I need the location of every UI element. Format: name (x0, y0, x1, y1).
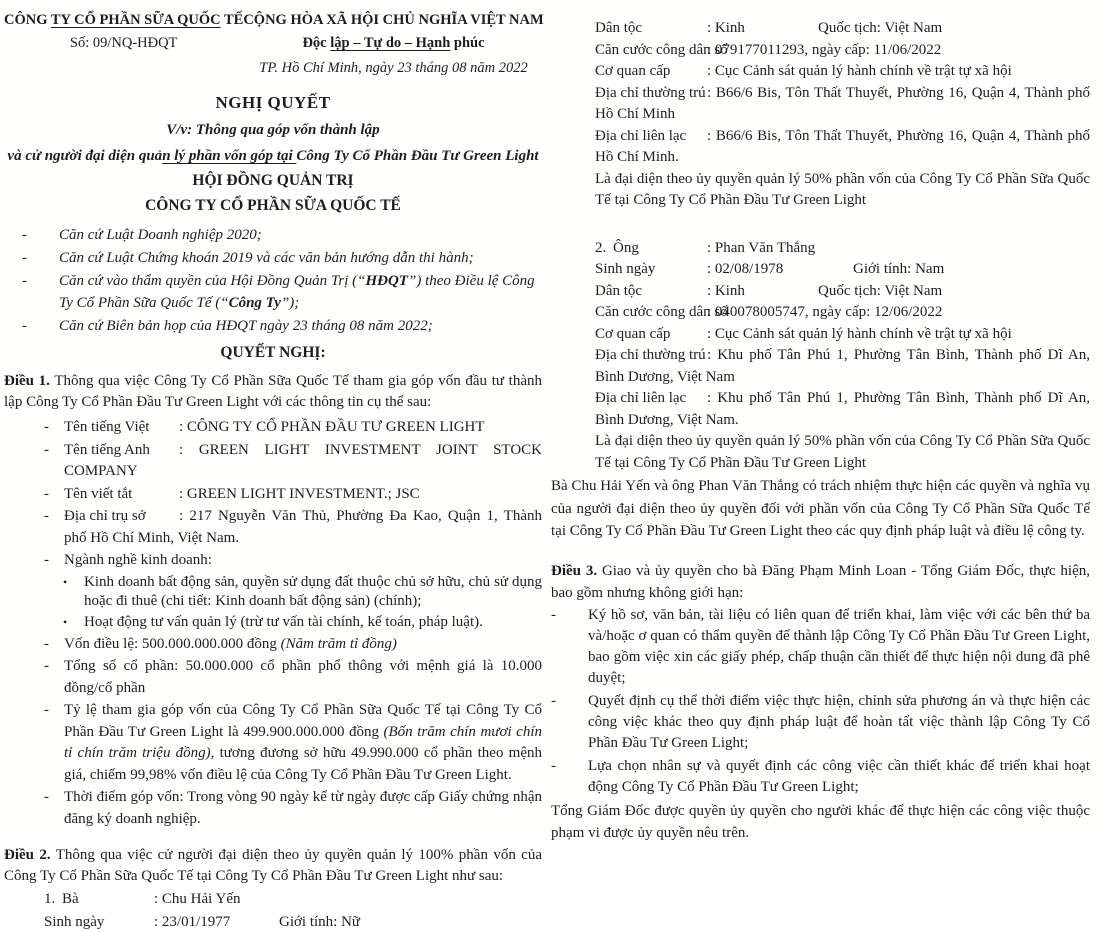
person-2-issuer-row: Cơ quan cấp : Cục Cảnh sát quản lý hành chính về trật tự xã hội (595, 325, 1012, 342)
document-number: Số: 09/NQ-HĐQT (69, 35, 178, 51)
resolve-heading: QUYẾT NGHỊ: (220, 344, 326, 361)
dash-marker: - (22, 318, 27, 334)
subject-line-2: và cử người đại diện quản lý phần vốn góp tại Công Ty Cổ Phần Đầu Tư Green Light (7, 148, 539, 164)
field-thoi-diem-gop-von: - Thời điểm góp vốn: Trong vòng 90 ngày kể từ ngày được cấp Giấy chứng nhận đăng ký doanh nghiệp. (44, 787, 542, 830)
person-1-id-row: Căn cước công dân số: 079177011293, ngày cấp: 11/06/2022 (595, 41, 942, 58)
bullet-marker: • (63, 614, 68, 629)
subject-line-1: V/v: Thông qua góp vốn thành lập (166, 122, 380, 138)
national-motto: Độc lập – Tự do – Hạnh phúc (302, 35, 485, 51)
recital-item-4: - Căn cứ Biên bản họp của HĐQT ngày 23 tháng 08 năm 2022; (22, 315, 542, 337)
field-nganh-nghe: - Ngành nghề kinh doanh: (44, 550, 542, 572)
article-3-paragraph: Điều 3. Giao và ủy quyền cho bà Đăng Phạm Minh Loan - Tổng Giám Đốc, thực hiện, bao gồm nhưng không giới hạn: (551, 562, 1090, 601)
dash-marker: - (551, 757, 556, 774)
issuing-company-block (4, 12, 243, 77)
person-2-permanent-address-row: Địa chỉ thường trú: Khu phố Tân Phú 1, Phường Tân Bình, Thành phố Dĩ An, Bình Dương, Việt Nam (595, 347, 1090, 385)
dash-marker: - (44, 702, 49, 718)
article-2-paragraph: Điều 2. Thông qua việc cử người đại diện theo ủy quyền quản lý 100% phần vốn của Công Ty Cổ Phần Sữa Quốc Tế tại Công Ty Cổ Phần Đầu Tư Green Light như sau: (4, 847, 542, 884)
recital-item-1: - Căn cứ Luật Doanh nghiệp 2020; (22, 224, 542, 246)
field-ty-le-gop-von: - Tỷ lệ tham gia góp vốn của Công Ty Cổ Phần Sữa Quốc Tế tại Công Ty Cổ Phần Đầu Tư Green Light là 499.900.000.000 đồng (Bốn trăm chín mươi chín tỉ chín trăm triệu đồng), tương đương sở hữu 49.990.000 cổ phần theo mệnh giá, chiếm 99,98% vốn điều lệ của Công Ty Cổ Phần Đầu Tư Green Light. (44, 700, 542, 786)
dash-marker: - (551, 606, 556, 623)
field-tong-so-co-phan: - Tổng số cổ phần: 50.000.000 cổ phần phổ thông với mệnh giá là 10.000 đồng/cổ phần (44, 656, 542, 699)
closing-paragraph: Tổng Giám Đốc được quyền ủy quyền cho người khác để thực hiện các công việc thuộc phạm vi được ủy quyền nêu trên. (551, 802, 1090, 841)
article-3-label: Điều 3. (551, 562, 598, 579)
bullet-marker: • (63, 574, 68, 589)
person-1-representation-note: Là đại diện theo ủy quyền quản lý 50% phần vốn của Công Ty Cổ Phần Sữa Quốc Tế tại Công Ty Cổ Phần Đầu Tư Green Light (595, 170, 1090, 208)
business-line-item-2: • Hoạt động tư vấn quản lý (trừ tư vấn tài chính, kế toán, pháp luật). (63, 613, 483, 630)
dash-marker: - (22, 227, 27, 243)
article-1-label: Điều 1. (4, 373, 50, 389)
article-3-task-2: - Quyết định cụ thể thời điểm việc thực hiện, chỉnh sửa phương án và thực hiện các công việc khác theo quy định pháp luật để hoàn tất việc thành lập Công Ty Cổ Phần Đầu Tư Green Light; (551, 691, 1090, 754)
field-ten-tieng-viet: - Tên tiếng Việt : CÔNG TY CỔ PHẦN ĐẦU TƯ GREEN LIGHT (44, 417, 542, 439)
republic-title: CỘNG HÒA XÃ HỘI CHỦ NGHĨA VIỆT NAM (243, 12, 544, 28)
article-2-label: Điều 2. (4, 847, 51, 863)
field-ten-viet-tat: - Tên viết tắt : GREEN LIGHT INVESTMENT.; JSC (44, 484, 542, 506)
document-title: NGHỊ QUYẾT (215, 93, 331, 112)
person-2-name-row: 2. Ông : Phan Văn Thắng (595, 239, 816, 256)
article-1-fields (4, 417, 542, 830)
person-2-representation-note: Là đại diện theo ủy quyền quản lý 50% phần vốn của Công Ty Cổ Phần Sữa Quốc Tế tại Công Ty Cổ Phần Đầu Tư Green Light (595, 433, 1090, 471)
dash-marker: - (44, 508, 49, 524)
national-header-block (243, 12, 543, 77)
dash-marker: - (44, 658, 49, 674)
spacer (551, 212, 1090, 238)
page-column-left (0, 0, 548, 933)
dash-marker: - (551, 692, 556, 709)
person-1-ethnicity-row: Dân tộc : Kinh Quốc tịch: Việt Nam (595, 20, 943, 36)
article-3-task-1: - Ký hồ sơ, văn bản, tài liệu có liên quan để triển khai, làm việc với các bên thứ ba và/hoặc ơ quan có thẩm quyền để thành lập Công Ty Cổ Phần Đầu Tư Green Light, bao gồm việc xin các giấy phép, chấp thuận cần thiết để thực hiện nội dung đã phê duyệt; (551, 605, 1090, 689)
recitals-list (4, 224, 542, 337)
business-line-item-1: • Kinh doanh bất động sản, quyền sử dụng đất thuộc chủ sở hữu, chủ sử dụng hoặc đi thuê (chi tiết: Kinh doanh bất động sản) (chính); (63, 573, 542, 609)
recital-item-2: - Căn cứ Luật Chứng khoán 2019 và các văn bản hướng dẫn thi hành; (22, 247, 542, 269)
board-title: HỘI ĐỒNG QUẢN TRỊ (192, 172, 354, 189)
dash-marker: - (44, 419, 49, 435)
person-2-id-row: Căn cước công dân số: 040078005747, ngày cấp: 12/06/2022 (595, 304, 943, 320)
person-2-ethnicity-row: Dân tộc : Kinh Quốc tịch: Việt Nam (595, 282, 943, 299)
dash-marker: - (44, 635, 49, 652)
person-2-contact-address-row: Địa chỉ liên lạc : Khu phố Tân Phú 1, Phường Tân Bình, Thành phố Dĩ An, Bình Dương, Việt Nam. (595, 390, 1090, 428)
document-header (4, 12, 542, 77)
dash-marker: - (44, 485, 49, 502)
person-1-contact-address-row: Địa chỉ liên lạc : B66/6 Bis, Tôn Thất Thuyết, Phường 16, Quận 4, Thành phố Hồ Chí Minh. (595, 127, 1090, 165)
company-title: CÔNG TY CỔ PHẦN SỮA QUỐC TẾ (145, 197, 401, 214)
dash-marker: - (22, 273, 27, 289)
dash-marker: - (44, 441, 49, 458)
person-1-name-row: 1. Bà : Chu Hải Yến (44, 891, 241, 907)
responsibility-paragraph: Bà Chu Hải Yến và ông Phan Văn Thắng có trách nhiệm thực hiện các quyền và nghĩa vụ của người đại diện theo ủy quyền đối với phần vốn của Công Ty Cổ Phần Sữa Quốc Tế tại Công Ty Cổ Phần Đầu Tư Green Light theo các quy định pháp luật và điều lệ công ty. (551, 478, 1090, 539)
person-1-issuer-row: Cơ quan cấp : Cục Cảnh sát quản lý hành chính về trật tự xã hội (595, 63, 1012, 79)
field-von-dieu-le: - Vốn điều lệ: 500.000.000.000 đồng (Năm trăm tỉ đồng) (44, 634, 542, 656)
person-1-permanent-address-row: Địa chỉ thường trú: B66/6 Bis, Tôn Thất Thuyết, Phường 16, Quận 4, Thành phố Hồ Chí Minh (595, 84, 1090, 122)
field-dia-chi-tru-so: - Địa chỉ trụ sở : 217 Nguyễn Văn Thủ, Phường Đa Kao, Quận 1, Thành phố Hồ Chí Minh, Việt Nam. (44, 506, 542, 549)
dash-marker: - (44, 789, 49, 805)
field-ten-tieng-anh: - Tên tiếng Anh : GREEN LIGHT INVESTMENT JOINT STOCK COMPANY (44, 440, 542, 483)
person-1-dob-row: Sinh ngày : 23/01/1977 Giới tính: Nữ (44, 914, 361, 930)
dash-marker: - (44, 552, 49, 568)
recital-item-3: - Căn cứ vào thẩm quyền của Hội Đồng Quản Trị (“HĐQT”) theo Điều lệ Công Ty Cổ Phần Sữa Quốc Tế (“Công Ty”); (22, 270, 542, 314)
article-3-task-3: - Lựa chọn nhân sự và quyết định các công việc cần thiết khác để triển khai hoạt động Công Ty Cổ Phần Đầu Tư Green Light; (551, 756, 1090, 798)
dash-marker: - (22, 250, 27, 266)
issuing-company-name: CÔNG TY CỔ PHẦN SỮA QUỐC TẾ (4, 12, 244, 28)
article-1-paragraph: Điều 1. Thông qua việc Công Ty Cổ Phần Sữa Quốc Tế tham gia góp vốn đầu tư thành lập Công Ty Cổ Phần Đầu Tư Green Light với các thông tin cụ thể sau: (4, 373, 542, 410)
page-column-right (548, 0, 1108, 933)
place-and-date: TP. Hồ Chí Minh, ngày 23 tháng 08 năm 2022 (259, 60, 528, 76)
person-2-dob-row: Sinh ngày : 02/08/1978 Giới tính: Nam (595, 261, 945, 277)
